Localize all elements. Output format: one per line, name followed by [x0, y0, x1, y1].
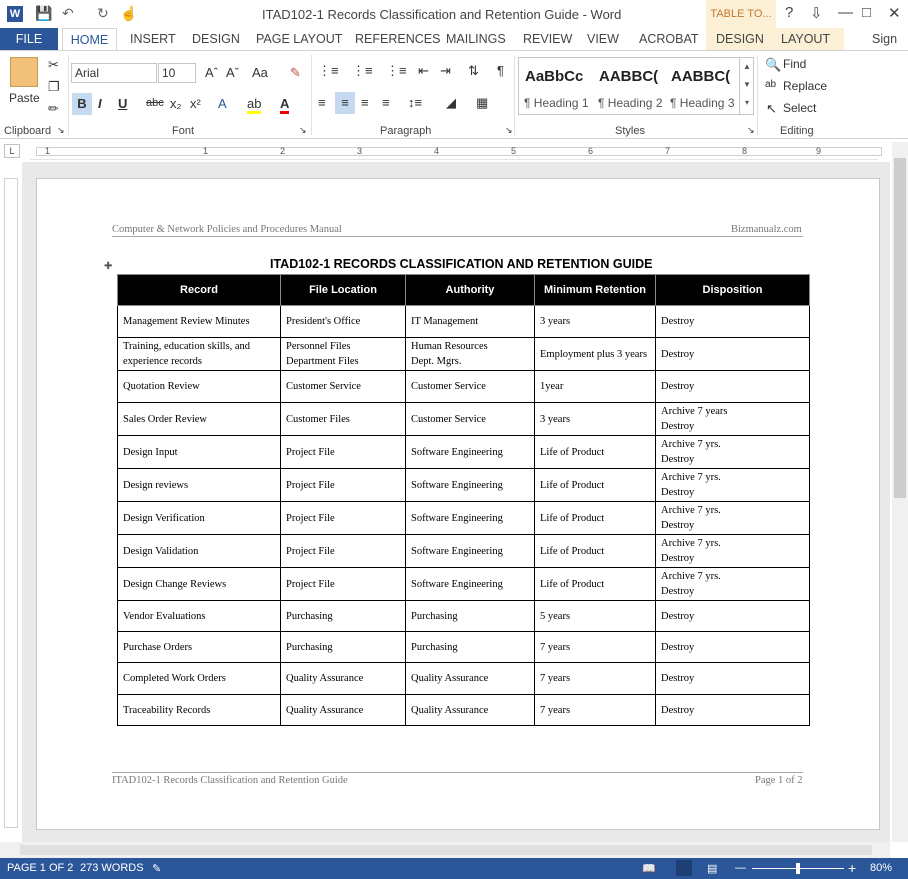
table-cell[interactable]: Archive 7 yrs. Destroy [656, 436, 810, 469]
table-row [118, 403, 810, 436]
column-header[interactable]: Authority [406, 275, 535, 306]
table-cell[interactable]: Software Engineering [406, 469, 535, 502]
table-cell[interactable]: Purchasing [406, 601, 535, 632]
style-label: ¶ Heading 3 [670, 96, 735, 110]
header-rule [112, 236, 803, 237]
web-layout-icon[interactable]: ▤ [707, 863, 718, 875]
table-cell[interactable]: Destroy [656, 695, 810, 726]
font-color-icon[interactable]: A [280, 96, 289, 114]
select-button[interactable]: Select [783, 101, 817, 115]
ruler-number: 1 [203, 146, 209, 156]
increase-indent-icon[interactable]: ⇥ [440, 63, 451, 78]
footer-left: ITAD102-1 Records Classification and Retention Guide [112, 775, 348, 786]
zoom-slider-thumb[interactable] [796, 863, 800, 874]
table-cell[interactable]: 3 years [535, 306, 656, 338]
table-cell[interactable]: Vendor Evaluations [118, 601, 281, 632]
table-cell[interactable]: Completed Work Orders [118, 663, 281, 695]
column-header[interactable]: File Location [281, 275, 406, 306]
tab-design[interactable]: DESIGN [192, 32, 240, 46]
styles-scroll[interactable]: ▲ ▼ ▾ [739, 58, 754, 114]
paragraph-group-label: Paragraph [380, 125, 432, 137]
table-row [118, 632, 810, 663]
table-cell[interactable]: Life of Product [535, 436, 656, 469]
scroll-thumb[interactable] [894, 158, 906, 498]
table-cell[interactable]: Sales Order Review [118, 403, 281, 436]
table-cell[interactable]: Design reviews [118, 469, 281, 502]
word-app-icon[interactable]: W [7, 6, 23, 22]
ruler-number: 2 [280, 146, 286, 156]
divider [68, 55, 69, 135]
table-cell[interactable]: Quality Assurance [281, 695, 406, 726]
align-left-icon[interactable]: ≡ [318, 95, 326, 110]
style-heading-3[interactable] [665, 58, 737, 114]
table-row [118, 436, 810, 469]
clear-formatting-icon[interactable]: ✎ [290, 65, 301, 80]
read-mode-icon[interactable]: 📖 [642, 863, 656, 875]
grow-font-icon[interactable]: Aˆ [205, 65, 218, 80]
table-cell[interactable]: Project File [281, 436, 406, 469]
ruler-number: 5 [511, 146, 517, 156]
table-cell[interactable]: 1year [535, 371, 656, 403]
table-cell[interactable]: 7 years [535, 663, 656, 695]
table-cell[interactable]: Human Resources Dept. Mgrs. [406, 338, 535, 371]
line-spacing-icon[interactable]: ↕≡ [408, 95, 423, 110]
table-cell[interactable]: Purchase Orders [118, 632, 281, 663]
zoom-out-icon[interactable]: — [735, 862, 746, 874]
tab-view[interactable]: VIEW [587, 32, 619, 46]
table-row [118, 502, 810, 535]
ruler-track [36, 147, 882, 156]
table-cell[interactable]: Project File [281, 469, 406, 502]
borders-icon[interactable]: ▦ [476, 95, 489, 110]
table-cell[interactable]: Destroy [656, 371, 810, 403]
table-cell[interactable]: Software Engineering [406, 436, 535, 469]
table-cell[interactable]: Traceability Records [118, 695, 281, 726]
copy-icon[interactable]: ❐ [48, 79, 60, 94]
table-cell[interactable]: 5 years [535, 601, 656, 632]
tab-insert[interactable]: INSERT [130, 32, 176, 46]
column-header[interactable]: Disposition [656, 275, 810, 306]
touch-mode-icon[interactable]: ☝ [120, 5, 138, 21]
table-cell[interactable]: Project File [281, 535, 406, 568]
table-tools-context: TABLE TO... [706, 0, 776, 28]
table-cell[interactable]: Employment plus 3 years [535, 338, 656, 371]
records-table [117, 274, 810, 726]
save-icon[interactable]: 💾 [35, 5, 53, 21]
undo-icon[interactable]: ↶ [62, 5, 74, 21]
ribbon-tabs [0, 28, 908, 50]
clipboard-launcher-icon[interactable]: ↘ [57, 125, 65, 135]
highlight-icon[interactable]: ab [247, 96, 261, 114]
page-count[interactable]: PAGE 1 OF 2 [7, 862, 74, 874]
vertical-ruler[interactable] [4, 178, 18, 828]
font-name-select[interactable]: Arial [71, 63, 157, 83]
table-header-row [118, 275, 810, 306]
justify-icon[interactable]: ≡ [382, 95, 390, 110]
underline-icon[interactable]: U [118, 96, 128, 111]
font-group-label: Font [172, 125, 195, 137]
paragraph-launcher-icon[interactable]: ↘ [505, 125, 513, 135]
table-cell[interactable]: Purchasing [406, 632, 535, 663]
title-bar [0, 0, 908, 28]
tab-table-design[interactable]: DESIGN [716, 32, 764, 46]
table-cell[interactable]: 7 years [535, 632, 656, 663]
minimize-icon[interactable]: — [838, 4, 853, 21]
find-icon[interactable]: 🔍 [765, 57, 782, 72]
table-row [118, 338, 810, 371]
ruler-number: 8 [742, 146, 748, 156]
style-heading-1[interactable] [519, 58, 591, 114]
table-cell[interactable]: Destroy [656, 601, 810, 632]
status-bar [0, 858, 908, 879]
tab-home[interactable]: HOME [62, 28, 117, 50]
table-cell[interactable]: IT Management [406, 306, 535, 338]
table-cell[interactable]: Life of Product [535, 568, 656, 601]
table-cell[interactable]: Quality Assurance [406, 695, 535, 726]
paste-icon[interactable] [10, 57, 38, 87]
cut-icon[interactable]: ✂ [48, 57, 59, 72]
print-layout-icon[interactable] [676, 860, 692, 876]
document-title: ITAD102-1 RECORDS CLASSIFICATION AND RETENTION GUIDE [270, 257, 653, 271]
replace-button[interactable]: Replace [783, 79, 828, 93]
table-row [118, 568, 810, 601]
window-title: ITAD102-1 Records Classification and Retention Guide - Word [262, 7, 622, 22]
table-cell[interactable]: Archive 7 years Destroy [656, 403, 810, 436]
table-cell[interactable]: Software Engineering [406, 502, 535, 535]
tab-page-layout[interactable]: PAGE LAYOUT [256, 32, 343, 46]
table-cell[interactable]: Life of Product [535, 535, 656, 568]
style-sample: AaBbCc [525, 68, 584, 85]
tab-table-layout[interactable]: LAYOUT [781, 32, 831, 46]
table-cell[interactable]: Management Review Minutes [118, 306, 281, 338]
table-cell[interactable]: Training, education skills, and experience records [118, 338, 281, 371]
table-cell[interactable]: Life of Product [535, 502, 656, 535]
tab-acrobat[interactable]: ACROBAT [639, 32, 699, 46]
table-cell[interactable]: Purchasing [281, 632, 406, 663]
footer-rule [112, 772, 803, 773]
style-label: ¶ Heading 1 [524, 96, 589, 110]
align-center-icon[interactable]: ≡ [335, 92, 355, 114]
paste-button[interactable]: Paste [9, 91, 40, 105]
column-header[interactable]: Minimum Retention [535, 275, 656, 306]
style-sample: AABBC( [599, 68, 659, 85]
editing-group-label: Editing [780, 125, 814, 137]
bullets-icon[interactable]: ⋮≡ [318, 63, 339, 78]
divider [757, 55, 758, 135]
tab-references[interactable]: REFERENCES [355, 32, 441, 46]
maximize-icon[interactable]: □ [862, 4, 872, 21]
styles-gallery [518, 57, 754, 115]
table-cell[interactable]: Software Engineering [406, 535, 535, 568]
font-size-select[interactable]: 10 [158, 63, 196, 83]
style-heading-2[interactable] [593, 58, 665, 114]
table-move-handle-icon[interactable]: ✚ [104, 261, 113, 272]
table-cell[interactable]: Customer Service [406, 371, 535, 403]
table-cell[interactable]: Customer Service [406, 403, 535, 436]
table-cell[interactable]: Project File [281, 502, 406, 535]
table-cell[interactable]: Design Verification [118, 502, 281, 535]
ruler-number: 1 [45, 146, 51, 156]
table-cell[interactable]: Archive 7 yrs. Destroy [656, 568, 810, 601]
table-row [118, 371, 810, 403]
table-cell[interactable]: 7 years [535, 695, 656, 726]
footer-right: Page 1 of 2 [755, 775, 803, 786]
help-icon[interactable]: ? [785, 4, 794, 21]
table-cell[interactable]: Customer Service [281, 371, 406, 403]
table-cell[interactable]: Quality Assurance [281, 663, 406, 695]
table-row [118, 306, 810, 338]
table-cell[interactable]: Archive 7 yrs. Destroy [656, 502, 810, 535]
table-row [118, 695, 810, 726]
sign-in-link[interactable]: Sign [872, 32, 898, 46]
clipboard-group-label: Clipboard [4, 125, 52, 137]
horizontal-scrollbar[interactable] [0, 842, 890, 858]
ruler-number: 7 [665, 146, 671, 156]
shading-icon[interactable]: ◢ [446, 95, 456, 110]
table-cell[interactable]: Destroy [656, 663, 810, 695]
style-sample: AABBC( [671, 68, 731, 85]
table-cell[interactable]: Software Engineering [406, 568, 535, 601]
change-case-icon[interactable]: Aa [252, 65, 268, 80]
table-cell[interactable]: Destroy [656, 632, 810, 663]
table-body [118, 306, 810, 726]
superscript-icon[interactable]: x² [190, 96, 201, 111]
font-launcher-icon[interactable]: ↘ [299, 125, 307, 135]
table-cell[interactable]: Customer Files [281, 403, 406, 436]
horizontal-ruler[interactable] [30, 142, 878, 160]
table-cell[interactable]: Quality Assurance [406, 663, 535, 695]
table-cell[interactable]: Design Change Reviews [118, 568, 281, 601]
proofing-icon[interactable]: ✎ [152, 863, 162, 875]
tab-selector[interactable]: L [4, 144, 20, 158]
table-cell[interactable]: Archive 7 yrs. Destroy [656, 535, 810, 568]
styles-group-label: Styles [615, 125, 645, 137]
bold-icon[interactable]: B [72, 93, 92, 115]
zoom-level[interactable]: 80% [870, 862, 893, 874]
close-icon[interactable]: ✕ [888, 5, 901, 22]
table-cell[interactable]: Destroy [656, 306, 810, 338]
divider [514, 55, 515, 135]
header-left: Computer & Network Policies and Procedures Manual [112, 224, 342, 235]
vertical-scrollbar[interactable] [892, 142, 908, 842]
sort-icon[interactable]: ⇅ [468, 63, 479, 78]
italic-icon[interactable]: I [98, 96, 102, 111]
divider [311, 55, 312, 135]
find-button[interactable]: Find [783, 57, 807, 71]
replace-icon[interactable]: ab [765, 79, 777, 90]
table-cell[interactable]: Life of Product [535, 469, 656, 502]
subscript-icon[interactable]: x₂ [170, 96, 182, 111]
tab-mailings[interactable]: MAILINGS [446, 32, 506, 46]
multilevel-list-icon[interactable]: ⋮≡ [386, 63, 407, 78]
zoom-in-icon[interactable]: + [848, 860, 857, 876]
table-cell[interactable]: Project File [281, 568, 406, 601]
numbering-icon[interactable]: ⋮≡ [352, 63, 373, 78]
header-right: Bizmanualz.com [731, 224, 802, 235]
table-row [118, 535, 810, 568]
redo-icon[interactable]: ↻ [97, 5, 109, 21]
table-row [118, 601, 810, 632]
hscroll-thumb[interactable] [20, 845, 872, 855]
word-count[interactable]: 273 WORDS [80, 862, 144, 874]
table-cell[interactable]: Personnel Files Department Files [281, 338, 406, 371]
table-row [118, 663, 810, 695]
table-cell[interactable]: 3 years [535, 403, 656, 436]
select-icon[interactable]: ↖ [766, 101, 777, 116]
column-header[interactable]: Record [118, 275, 281, 306]
ribbon [0, 50, 908, 139]
ruler-number: 4 [434, 146, 440, 156]
align-right-icon[interactable]: ≡ [361, 95, 369, 110]
show-formatting-icon[interactable]: ¶ [497, 63, 504, 78]
table-row [118, 469, 810, 502]
shrink-font-icon[interactable]: Aˇ [226, 65, 239, 80]
strikethrough-icon[interactable]: abc [146, 97, 164, 109]
ribbon-options-icon[interactable]: ⇩ [810, 5, 823, 22]
table-cell[interactable]: Design Input [118, 436, 281, 469]
table-cell[interactable]: Quotation Review [118, 371, 281, 403]
table-cell[interactable]: Design Validation [118, 535, 281, 568]
ruler-number: 6 [588, 146, 594, 156]
table-cell[interactable]: Purchasing [281, 601, 406, 632]
format-painter-icon[interactable]: ✏ [48, 101, 59, 116]
decrease-indent-icon[interactable]: ⇤ [418, 63, 429, 78]
text-effects-icon[interactable]: A [218, 96, 227, 111]
tab-file[interactable]: FILE [0, 28, 58, 50]
tab-review[interactable]: REVIEW [523, 32, 573, 46]
ruler-number: 3 [357, 146, 363, 156]
style-label: ¶ Heading 2 [598, 96, 663, 110]
table-cell[interactable]: Archive 7 yrs. Destroy [656, 469, 810, 502]
styles-launcher-icon[interactable]: ↘ [747, 125, 755, 135]
ruler-number: 9 [816, 146, 822, 156]
table-cell[interactable]: President's Office [281, 306, 406, 338]
table-cell[interactable]: Destroy [656, 338, 810, 371]
